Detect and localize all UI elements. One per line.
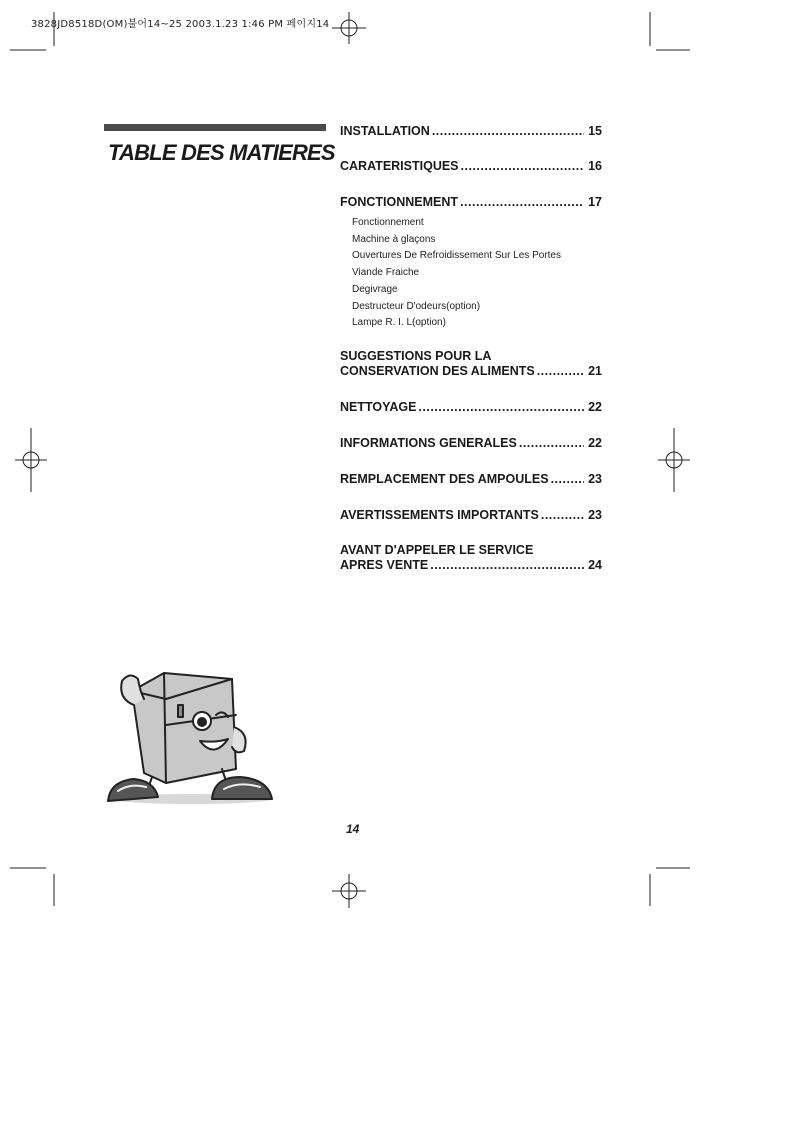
registration-mark-right: [658, 428, 690, 492]
toc-label-line2: CONSERVATION DES ALIMENTS: [340, 363, 535, 378]
toc-subitem[interactable]: Ouvertures De Refroidissement Sur Les Portes: [352, 250, 561, 262]
toc-entry-installation[interactable]: [340, 124, 602, 139]
toc-page: 23: [588, 471, 602, 486]
registration-mark-left: [15, 428, 47, 492]
toc-entry-nettoyage[interactable]: [340, 400, 602, 415]
leader-dots: [551, 472, 585, 487]
toc-subitem[interactable]: Degivrage: [352, 283, 398, 295]
leader-dots: [537, 364, 584, 379]
leader-dots: [519, 436, 584, 451]
toc-entry-caracteristiques[interactable]: [340, 159, 602, 174]
toc-page: 23: [588, 507, 602, 522]
toc-page: 22: [588, 399, 602, 414]
leader-dots: [461, 159, 585, 174]
print-header: 3828JD8518D(OM)불어14~25 2003.1.23 1:46 PM 페이지14: [31, 19, 330, 30]
toc-label-line1: SUGGESTIONS POUR LA: [340, 348, 492, 363]
toc-subitems: [352, 215, 602, 332]
toc-subitem[interactable]: Viande Fraiche: [352, 267, 420, 279]
toc-page: 24: [588, 557, 602, 572]
title-rule: [104, 124, 326, 131]
toc-label: REMPLACEMENT DES AMPOULES: [340, 471, 549, 486]
registration-mark-bottom: [332, 874, 366, 908]
toc-subitem[interactable]: Machine à glaçons: [352, 233, 436, 245]
toc-label: FONCTIONNEMENT: [340, 195, 459, 209]
toc-entry-suggestions[interactable]: [340, 349, 602, 379]
registration-mark-top: [332, 12, 366, 44]
page-title: TABLE DES MATIERES: [108, 140, 335, 165]
toc-label: INSTALLATION: [340, 124, 430, 138]
toc-entry-avertissements[interactable]: [340, 508, 602, 523]
toc-page: 16: [588, 159, 602, 173]
toc-entry-remplacement[interactable]: [340, 472, 602, 487]
toc-entry-fonctionnement[interactable]: [340, 195, 602, 210]
toc-subitem[interactable]: Lampe R. I. L(option): [352, 317, 446, 329]
toc-entry-informations[interactable]: [340, 436, 602, 451]
toc-label-line1: AVANT D'APPELER LE SERVICE: [340, 542, 534, 557]
page-number: 14: [346, 822, 360, 836]
leader-dots: [460, 195, 584, 210]
leader-dots: [541, 508, 584, 523]
table-of-contents: [340, 124, 602, 573]
leader-dots: [418, 400, 584, 415]
leader-dots: [432, 124, 584, 139]
leader-dots: [430, 558, 584, 573]
refrigerator-mascot-illustration: [104, 665, 276, 805]
toc-label: AVERTISSEMENTS IMPORTANTS: [340, 507, 539, 522]
toc-label-line2: APRES VENTE: [340, 557, 429, 572]
toc-entry-service[interactable]: [340, 543, 602, 573]
toc-subitem[interactable]: Destructeur D'odeurs(option): [352, 300, 481, 312]
toc-page: 17: [588, 195, 602, 209]
toc-page: 21: [588, 363, 602, 378]
toc-page: 15: [588, 124, 602, 138]
toc-page: 22: [588, 435, 602, 450]
toc-label: CARATERISTIQUES: [340, 159, 459, 173]
toc-subitem[interactable]: Fonctionnement: [352, 217, 424, 228]
toc-label: NETTOYAGE: [340, 399, 417, 414]
toc-label: INFORMATIONS GENERALES: [340, 435, 517, 450]
